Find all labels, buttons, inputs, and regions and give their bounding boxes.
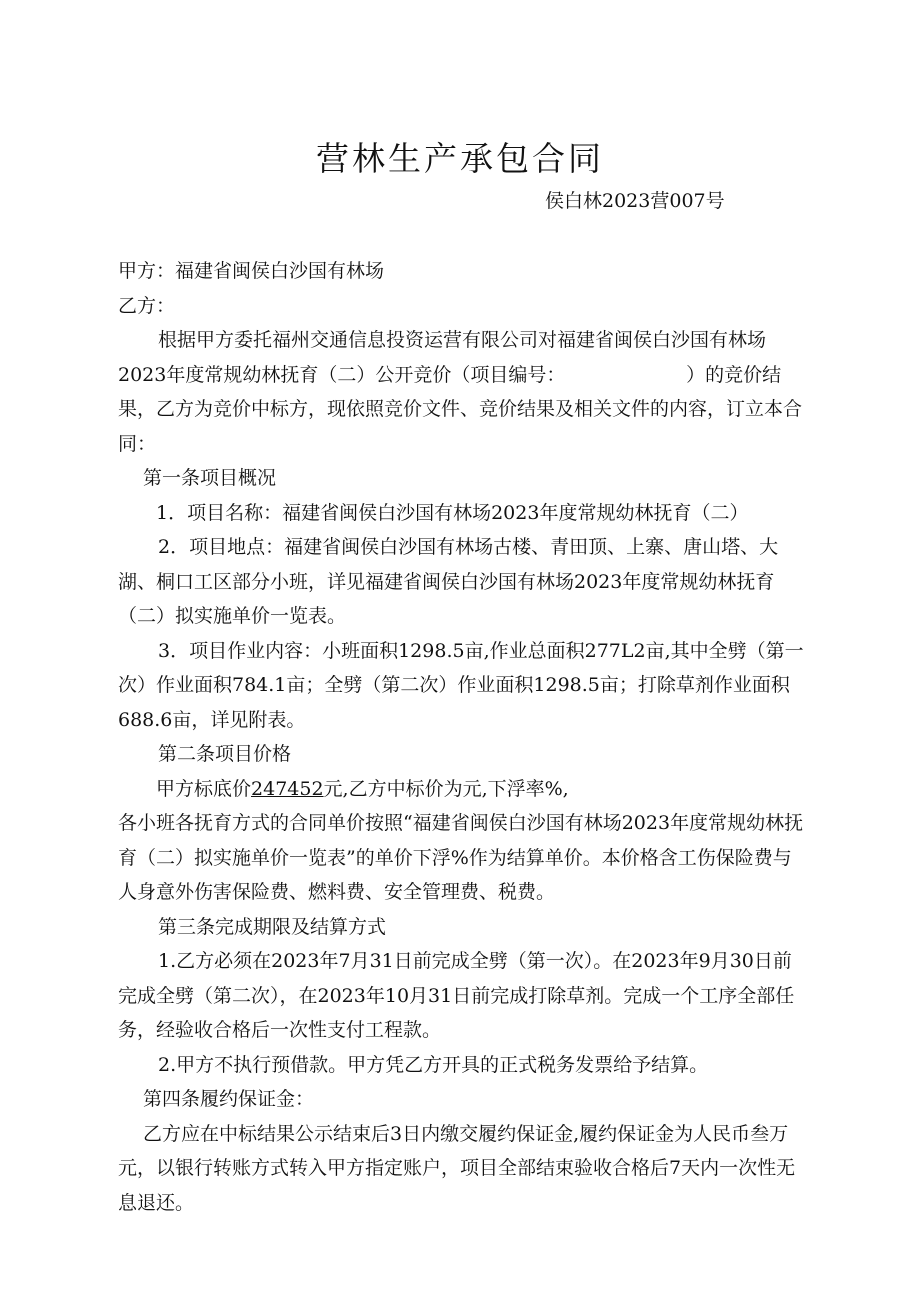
document-title: 营林生产承包合同 [316, 139, 604, 178]
article3-item2: 2.甲方不执行预借款。甲方凭乙方开具的正式税务发票给予结算。 [158, 1053, 709, 1076]
party-b: 乙方： [118, 294, 176, 317]
party-a: 甲方：福建省闽侯白沙国有林场 [118, 260, 385, 282]
price-suffix: 元,乙方中标价为元,下浮率%, [323, 777, 569, 800]
article1-item1: 1．项目名称：福建省闽侯白沙国有林场2023年度常规幼林抚育（二） [156, 501, 749, 524]
article1-heading: 第一条项目概况 [143, 467, 277, 489]
document-number: 侯白林2023营007号 [545, 190, 725, 212]
article4-text: 乙方应在中标结果公示结束后3日内缴交履约保证金,履约保证金为人民币叁万元，以银行转账方式转入甲方指定账户，项目全部结束验收合格后7天内一次性无息退还。 [118, 1122, 796, 1214]
price-value: 247452 [251, 777, 324, 800]
article2-text: 各小班各抚育方式的合同单价按照“福建省闽侯白沙国有林场2023年度常规幼林抚育（二）拟实施单价一览表”的单价下浮%作为结算单价。本价格含工伤保险费与人身意外伤害保险费、燃料费、安全管理费、税费。 [118, 812, 804, 903]
price-prefix: 甲方标底价 [156, 777, 252, 800]
article3-heading: 第三条完成期限及结算方式 [158, 915, 387, 938]
contract-body [118, 254, 808, 1220]
article2-heading: 第二条项目价格 [158, 743, 292, 765]
intro-paragraph: 根据甲方委托福州交通信息投资运营有限公司对福建省闽侯白沙国有林场2023年度常规幼林抚育（二）公开竞价（项目编号： ）的竞价结果，乙方为竞价中标方，现依照竞价文件、竞价结果及相关文件的内容，订立本合同： [118, 329, 803, 455]
article1-item3: 3．项目作业内容：小班面积1298.5亩,作业总面积277L2亩,其中全劈（第一次）作业面积784.1亩；全劈（第二次）作业面积1298.5亩；打除草剂作业面积688.6亩，详见附表。 [118, 639, 804, 731]
article4-heading: 第四条履约保证金： [143, 1088, 315, 1110]
article1-item2: 2．项目地点：福建省闽侯白沙国有林场古楼、青田顶、上寨、唐山塔、大湖、桐口工区部分小班，详见福建省闽侯白沙国有林场2023年度常规幼林抚育（二）拟实施单价一览表。 [118, 536, 779, 627]
article3-item1: 1.乙方必须在2023年7月31日前完成全劈（第一次）。在2023年9月30日前完成全劈（第二次），在2023年10月31日前完成打除草剂。完成一个工序全部任务，经验收合格后一次性支付工程款。 [118, 950, 795, 1041]
article2-price-line [118, 772, 808, 807]
